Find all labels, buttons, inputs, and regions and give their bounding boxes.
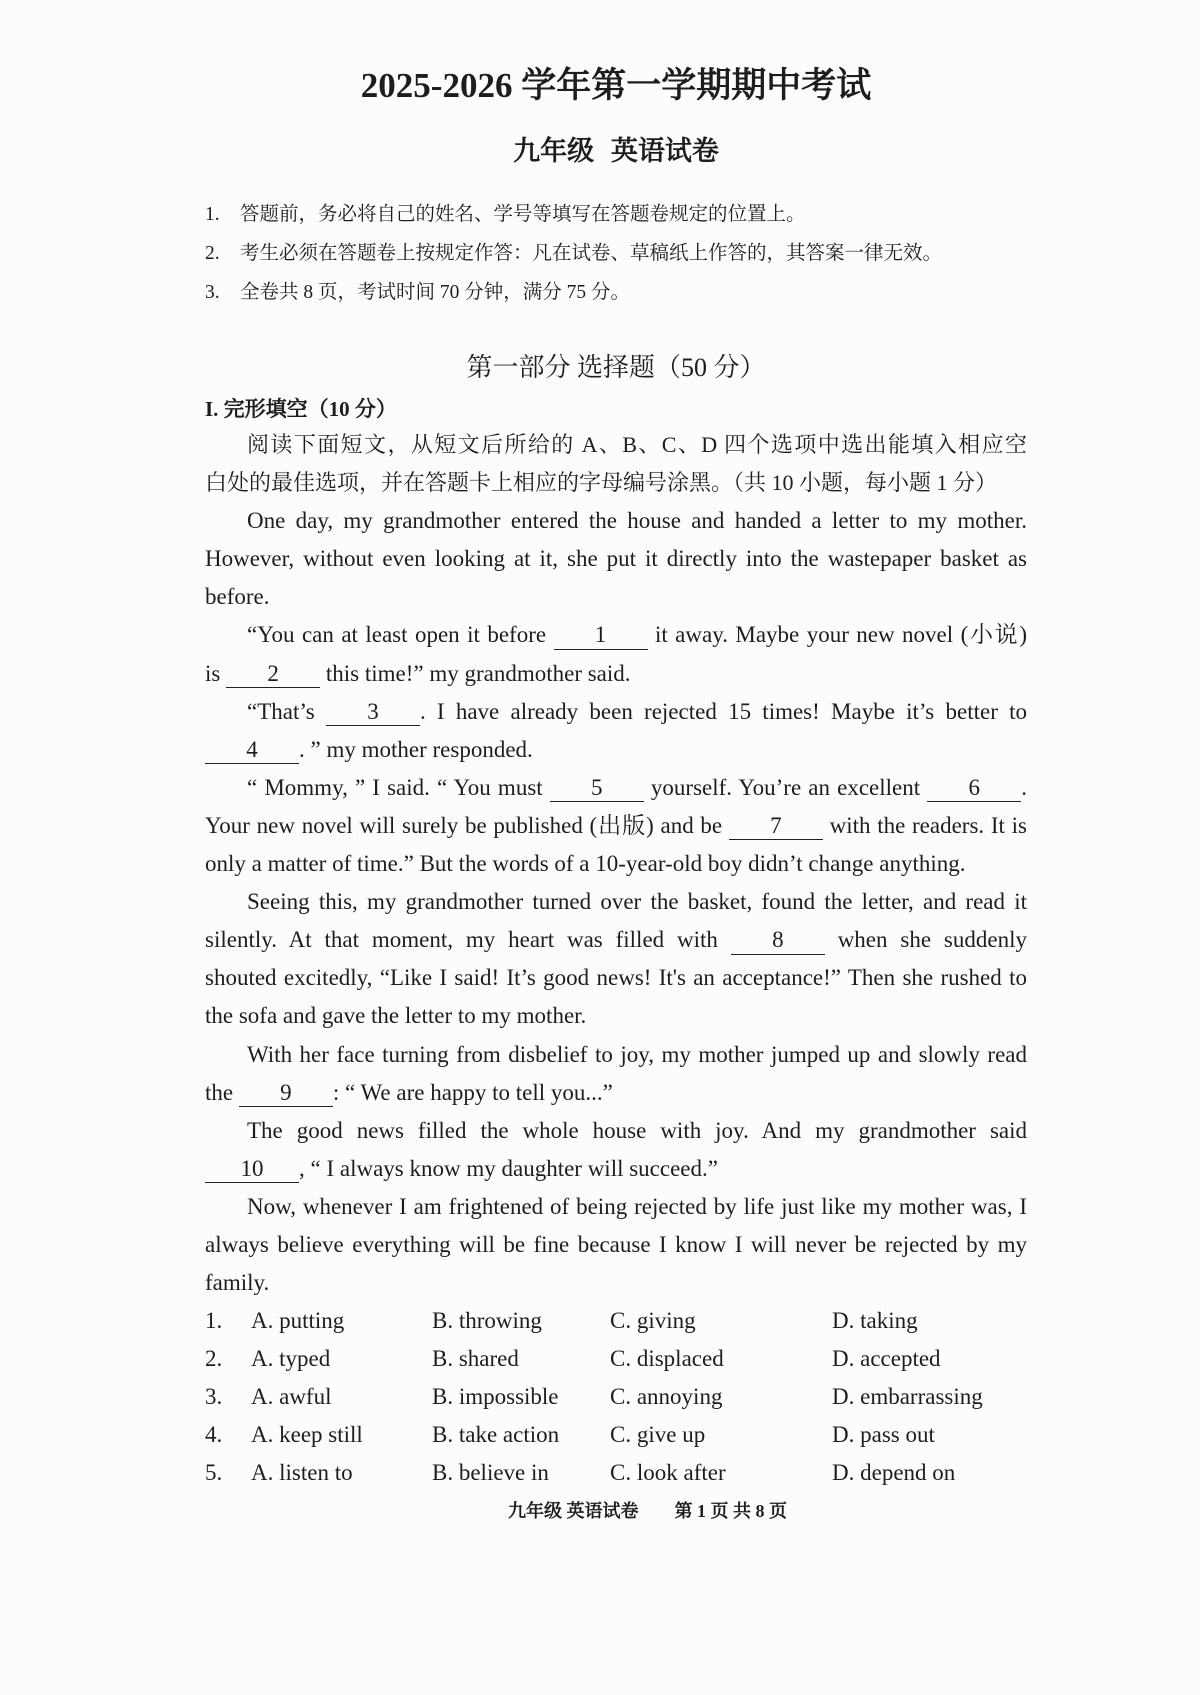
option-c: C. annoying xyxy=(610,1384,723,1409)
passage-paragraph xyxy=(205,1188,1027,1302)
passage-paragraph xyxy=(205,1112,1027,1188)
option-a: A. listen to xyxy=(251,1460,353,1485)
option-b: B. take action xyxy=(432,1422,560,1447)
text-run: Seeing this, my grandmother turned over the basket, found the letter, and read it xyxy=(247,889,1027,915)
text-line xyxy=(205,959,1027,997)
text-run: Your new novel will surely be published (出版) and be xyxy=(205,812,729,838)
text-line xyxy=(205,1074,1027,1112)
option-row xyxy=(205,1378,1027,1416)
text-line xyxy=(205,1112,1027,1150)
answer-blank-7: 7 xyxy=(729,813,823,840)
text-run: family. xyxy=(205,1270,270,1296)
option-c: C. give up xyxy=(610,1422,706,1447)
text-run: The good news filled the whole house with joy. And my grandmother said xyxy=(247,1117,1027,1143)
answer-blank-6: 6 xyxy=(927,775,1021,802)
text-run: “ Mommy, ” I said. “ You must xyxy=(247,774,550,800)
text-run: when she suddenly xyxy=(824,927,1027,953)
text-run: However, without even looking at it, she put it directly into the wastepaper basket as xyxy=(205,546,1027,572)
passage-paragraph xyxy=(205,502,1027,616)
text-run: the xyxy=(205,1079,239,1105)
option-b: B. impossible xyxy=(432,1384,559,1409)
text-line xyxy=(205,540,1027,578)
text-run: 白处的最佳选项，并在答题卡上相应的字母编号涂黑。（共 10 小题，每小题 1 分） xyxy=(205,470,998,496)
option-a: A. typed xyxy=(251,1346,331,1371)
footer-paper-name: 九年级 英语试卷 xyxy=(508,1501,639,1521)
text-run: , “ I always know my daughter will succeed.” xyxy=(299,1155,718,1181)
text-run: before. xyxy=(205,584,270,610)
text-line xyxy=(205,769,1027,807)
option-row xyxy=(205,1416,1027,1454)
option-number: 2. xyxy=(205,1346,223,1371)
option-row xyxy=(205,1340,1027,1378)
text-line xyxy=(205,693,1027,731)
passage-paragraph xyxy=(205,616,1027,692)
footer-page-number: 第 1 页 共 8 页 xyxy=(674,1501,787,1521)
passage-paragraph xyxy=(205,1036,1027,1112)
section-heading: I. 完形填空（10 分） xyxy=(205,397,397,421)
instruction-text: 全卷共 8 页，考试时间 70 分钟，满分 75 分。 xyxy=(240,282,631,303)
text-run: shouted excitedly, “Like I said! It’s good news! It's an acceptance!” Then she rushed to xyxy=(205,965,1027,991)
text-run: with the readers. It is xyxy=(822,812,1027,838)
option-number: 1. xyxy=(205,1308,223,1333)
option-a: A. keep still xyxy=(251,1422,363,1447)
text-line xyxy=(205,464,1027,502)
text-run: . I have already been rejected 15 times! Maybe it’s better to xyxy=(419,698,1027,724)
text-line xyxy=(205,807,1027,845)
page-footer xyxy=(508,1499,787,1523)
options-table xyxy=(205,1302,1027,1492)
text-run: always believe everything will be fine because I know I will never be rejected by my xyxy=(205,1231,1027,1257)
directions xyxy=(205,426,1027,502)
answer-blank-2: 2 xyxy=(226,661,320,688)
option-a: A. awful xyxy=(251,1384,332,1409)
option-a: A. putting xyxy=(251,1308,345,1333)
text-line xyxy=(205,1036,1027,1074)
option-d: D. pass out xyxy=(832,1422,935,1447)
text-run: With her face turning from disbelief to joy, my mother jumped up and slowly read xyxy=(247,1041,1027,1067)
text-line xyxy=(205,883,1027,921)
option-b: B. believe in xyxy=(432,1460,549,1485)
exam-subtitle: 九年级 英语试卷 xyxy=(513,136,719,166)
text-run: : “ We are happy to tell you...” xyxy=(332,1079,613,1105)
cloze-body xyxy=(205,426,1027,1302)
option-c: C. displaced xyxy=(610,1346,724,1371)
answer-blank-3: 3 xyxy=(326,699,420,726)
text-run: the sofa and gave the letter to my mother. xyxy=(205,1003,587,1029)
exam-title: 2025-2026 学年第一学期期中考试 xyxy=(360,66,872,105)
passage xyxy=(205,502,1027,1302)
option-d: D. embarrassing xyxy=(832,1384,983,1409)
text-line xyxy=(205,845,1027,883)
instruction-text: 答题前，务必将自己的姓名、学号等填写在答题卷规定的位置上。 xyxy=(240,204,806,225)
option-number: 3. xyxy=(205,1384,223,1409)
part-heading: 第一部分 选择题（50 分） xyxy=(466,353,766,382)
text-run: only a matter of time.” But the words of a 10-year-old boy didn’t change anything. xyxy=(205,851,966,877)
text-run: it away. Maybe your new novel (小说) xyxy=(647,622,1027,648)
text-run: Now, whenever I am frightened of being rejected by life just like my mother was, I xyxy=(247,1193,1027,1219)
option-b: B. shared xyxy=(432,1346,519,1371)
answer-blank-4: 4 xyxy=(205,737,299,764)
text-run: silently. At that moment, my heart was filled with xyxy=(205,927,731,953)
text-line xyxy=(205,426,1027,464)
passage-paragraph xyxy=(205,693,1027,769)
text-line xyxy=(205,731,1027,769)
text-run: is xyxy=(205,660,227,686)
text-line xyxy=(205,997,1027,1035)
option-c: C. look after xyxy=(610,1460,726,1485)
text-line xyxy=(205,921,1027,959)
text-line xyxy=(205,1226,1027,1264)
option-b: B. throwing xyxy=(432,1308,542,1333)
option-number: 4. xyxy=(205,1422,223,1447)
text-run: One day, my grandmother entered the house and handed a letter to my mother. xyxy=(247,508,1027,534)
text-line xyxy=(205,1150,1027,1188)
instruction-text: 考生必须在答题卷上按规定作答：凡在试卷、草稿纸上作答的，其答案一律无效。 xyxy=(240,243,943,264)
text-line xyxy=(205,502,1027,540)
answer-blank-8: 8 xyxy=(731,927,825,954)
answer-blank-10: 10 xyxy=(205,1156,299,1183)
instruction-item xyxy=(205,234,1027,273)
text-run: “You can at least open it before xyxy=(247,622,554,648)
text-line xyxy=(205,655,1027,693)
option-d: D. accepted xyxy=(832,1346,941,1371)
option-row xyxy=(205,1302,1027,1340)
text-line xyxy=(205,1264,1027,1302)
instruction-number: 3. xyxy=(205,282,220,303)
text-line xyxy=(205,578,1027,616)
option-number: 5. xyxy=(205,1460,223,1485)
text-line xyxy=(205,1188,1027,1226)
instruction-item xyxy=(205,273,1027,312)
text-run: . xyxy=(1021,774,1027,800)
option-d: D. depend on xyxy=(832,1460,956,1485)
passage-paragraph xyxy=(205,883,1027,1035)
option-d: D. taking xyxy=(832,1308,918,1333)
text-line xyxy=(205,616,1027,654)
instruction-number: 2. xyxy=(205,243,220,264)
text-run: . ” my mother responded. xyxy=(299,736,533,762)
option-c: C. giving xyxy=(610,1308,696,1333)
text-run: 阅读下面短文，从短文后所给的 A、B、C、D 四个选项中选出能填入相应空 xyxy=(247,432,1027,457)
text-run: “That’s xyxy=(247,698,326,724)
option-row xyxy=(205,1454,1027,1492)
instruction-number: 1. xyxy=(205,204,220,225)
text-run: this time!” my grandmother said. xyxy=(320,660,631,686)
answer-blank-1: 1 xyxy=(554,622,648,649)
answer-blank-9: 9 xyxy=(239,1080,333,1107)
passage-paragraph xyxy=(205,769,1027,883)
answer-blank-5: 5 xyxy=(550,775,644,802)
text-run: yourself. You’re an excellent xyxy=(643,774,928,800)
instruction-item xyxy=(205,195,1027,234)
instructions-list xyxy=(205,195,1027,312)
